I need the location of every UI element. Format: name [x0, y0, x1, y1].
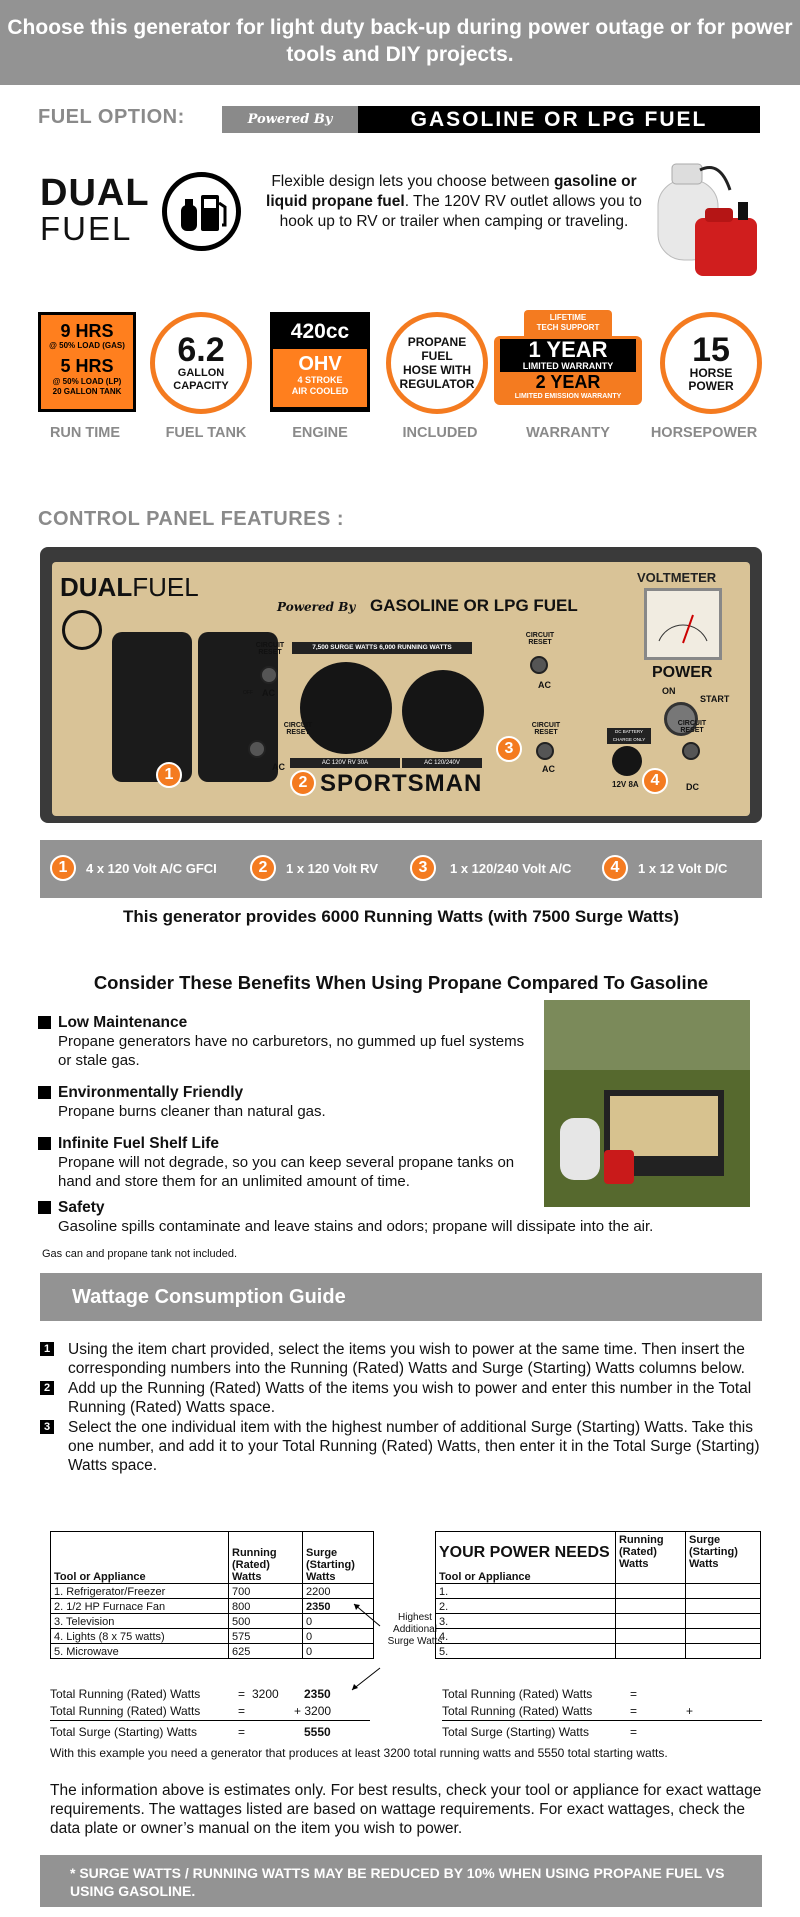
fuel-tanks-icon	[162, 172, 241, 251]
t2-surge-cell[interactable]	[686, 1629, 761, 1644]
benefit-item	[36, 1013, 536, 1070]
output-text-3: 1 x 120/240 Volt A/C	[450, 861, 572, 876]
t2-row-num: 4.	[436, 1629, 616, 1644]
t1-header-run: Running (Rated) Watts	[229, 1532, 303, 1584]
t2-header-tool	[436, 1532, 616, 1584]
output-num-1: 1	[50, 855, 76, 881]
warranty-top1: LIFETIME	[549, 313, 587, 322]
table-row	[51, 1599, 374, 1614]
dc-battery-label: DC BATTERY CHARGE ONLY	[607, 728, 651, 744]
t1-total-row	[50, 1720, 370, 1740]
included-badge	[386, 312, 488, 414]
t1-totals	[50, 1686, 370, 1740]
runtime-badge	[38, 312, 136, 412]
panel-fuel-icon	[62, 610, 102, 650]
warranty-tech-support	[524, 310, 612, 336]
step-text: Select the one individual item with the highest number of additional Surge (Starting) Watts. Take this one number, and add it to your Total Running (Rated) Watts, then enter it in the Total Surge (Starting) Watts space.	[68, 1419, 760, 1474]
t2-row-num: 3.	[436, 1614, 616, 1629]
generator-watts-line: This generator provides 6000 Running Watts (with 7500 Surge Watts)	[122, 907, 680, 926]
wattage-steps	[40, 1340, 762, 1475]
runtime-tank-note: 20 GALLON TANK	[52, 387, 122, 396]
t1-surge: 0	[303, 1644, 374, 1659]
generator-photo	[544, 1000, 750, 1207]
included-line1: PROPANE	[407, 335, 467, 349]
t1-total2-b: + 3200	[294, 1704, 332, 1718]
t2-row-num: 2.	[436, 1599, 616, 1614]
ac-label-2: AC	[272, 762, 285, 772]
t1-surge-highest: 2350	[303, 1599, 374, 1614]
panel-powered-by: Powered By	[277, 600, 356, 614]
power-label: POWER	[652, 664, 713, 681]
benefits-list	[36, 1013, 536, 1204]
highest-surge-note: Highest Additional Surge Watts	[387, 1612, 443, 1647]
step-text: Add up the Running (Rated) Watts of the items you wish to power and enter this number in the Total Running (Rated) Watts space.	[68, 1380, 752, 1416]
t2-surge-cell[interactable]	[686, 1614, 761, 1629]
t1-tool: 5. Microwave	[51, 1644, 229, 1659]
t2-total2-label: Total Running (Rated) Watts	[442, 1704, 593, 1718]
t2-row-num: 1.	[436, 1584, 616, 1599]
panel-fuel-type: GASOLINE OR LPG FUEL	[370, 596, 578, 615]
t1-tool: 1. Refrigerator/Freezer	[51, 1584, 229, 1599]
t1-total2-eq: =	[238, 1704, 246, 1718]
t2-total3-eq: =	[630, 1725, 638, 1739]
spec-label-horsepower: HORSEPOWER	[650, 425, 758, 441]
table-row	[436, 1629, 761, 1644]
fuel-tank-badge	[150, 312, 252, 414]
warranty-year1-sub: LIMITED WARRANTY	[522, 361, 614, 371]
circuit-reset-button-2[interactable]	[248, 740, 266, 758]
t2-surge-cell[interactable]	[686, 1584, 761, 1599]
circuit-reset-button-4[interactable]	[536, 742, 554, 760]
panel-brand-fuel: FUEL	[132, 572, 199, 602]
t2-total2-plus: +	[686, 1704, 694, 1718]
t1-header-surge: Surge (Starting) Watts	[303, 1532, 374, 1584]
warranty-year2: 2 YEAR	[535, 372, 601, 392]
t1-run: 800	[229, 1599, 303, 1614]
table-row	[51, 1584, 374, 1599]
t2-surge-cell[interactable]	[686, 1599, 761, 1614]
benefit-text: Propane burns cleaner than natural gas.	[58, 1103, 326, 1120]
engine-badge	[270, 312, 370, 412]
t2-run-cell[interactable]	[616, 1614, 686, 1629]
circuit-reset-label-4: CIRCUIT RESET	[531, 722, 561, 736]
spec-label-warranty: WARRANTY	[526, 425, 610, 441]
t2-run-cell[interactable]	[616, 1629, 686, 1644]
desc-pre: Flexible design lets you choose between	[271, 173, 554, 190]
panel-brand	[60, 572, 199, 603]
benefit-text: Gasoline spills contaminate and leave stains and odors; propane will dissipate into the air.	[58, 1218, 654, 1235]
panel-callout-4: 4	[642, 768, 668, 794]
t1-run: 500	[229, 1614, 303, 1629]
warranty-year1: 1 YEAR	[528, 337, 608, 362]
circuit-reset-button-5[interactable]	[682, 742, 700, 760]
benefit-head: Environmentally Friendly	[58, 1084, 244, 1101]
t1-surge: 2200	[303, 1584, 374, 1599]
tank-unit1: GALLON	[177, 367, 225, 379]
table-row	[436, 1584, 761, 1599]
step-number: 1	[40, 1342, 54, 1356]
t1-total3-b: 5550	[304, 1725, 331, 1739]
t2-run-cell[interactable]	[616, 1584, 686, 1599]
panel-callout-2: 2	[290, 770, 316, 796]
table-row	[436, 1614, 761, 1629]
propane-tank-and-gas-can-image	[650, 150, 770, 285]
circuit-reset-label-5: CIRCUIT RESET	[677, 720, 707, 734]
t1-total-row	[50, 1703, 370, 1720]
output-text-4: 1 x 12 Volt D/C	[638, 861, 728, 876]
included-line2: FUEL	[421, 349, 453, 363]
engine-sub2: AIR COOLED	[291, 386, 349, 396]
output-num-4: 4	[602, 855, 628, 881]
circuit-reset-label-1: CIRCUIT RESET	[255, 642, 285, 656]
included-line4: REGULATOR	[399, 377, 475, 391]
output-text-1: 4 x 120 Volt A/C GFCI	[86, 861, 217, 876]
wattage-guide-title: Wattage Consumption Guide	[40, 1273, 762, 1321]
t1-run: 625	[229, 1644, 303, 1659]
spec-label-engine: ENGINE	[292, 425, 348, 441]
t1-total3-label: Total Surge (Starting) Watts	[50, 1725, 197, 1739]
powered-by-badge: Powered By	[222, 106, 358, 133]
t2-totals	[442, 1686, 762, 1740]
ac-240-outlet[interactable]	[402, 670, 484, 752]
rv-outlet[interactable]	[300, 662, 392, 754]
warranty-badge	[494, 310, 642, 414]
table-row	[436, 1599, 761, 1614]
benefit-bullet	[38, 1016, 51, 1029]
table-row	[51, 1644, 374, 1659]
ac-240-outlet-label: AC 120/240V	[402, 758, 482, 768]
sportsman-brand: SPORTSMAN	[320, 770, 483, 797]
benefit-head: Infinite Fuel Shelf Life	[58, 1135, 220, 1152]
t1-tool: 3. Television	[51, 1614, 229, 1629]
wattage-step	[40, 1379, 762, 1417]
output-num-3: 3	[410, 855, 436, 881]
benefit-head: Low Maintenance	[58, 1014, 188, 1031]
warranty-top2: TECH SUPPORT	[536, 323, 600, 332]
benefits-title: Consider These Benefits When Using Propane Compared To Gasoline	[93, 972, 709, 993]
t1-total1-b: 2350	[304, 1687, 331, 1701]
t2-total2-eq: =	[630, 1704, 638, 1718]
t1-total1-a: 3200	[252, 1687, 279, 1701]
t2-total-row	[442, 1703, 762, 1720]
not-included-note: Gas can and propane tank not included.	[42, 1248, 238, 1260]
runtime-lp-hours: 5 HRS	[60, 356, 114, 376]
circuit-reset-label-2: CIRCUIT RESET	[283, 722, 313, 736]
t1-run: 575	[229, 1629, 303, 1644]
table-row	[51, 1629, 374, 1644]
t1-surge: 0	[303, 1629, 374, 1644]
control-panel-title: CONTROL PANEL FEATURES :	[38, 508, 345, 530]
t1-surge: 0	[303, 1614, 374, 1629]
circuit-reset-label-3: CIRCUIT RESET	[525, 632, 555, 646]
table-row	[51, 1614, 374, 1629]
surge-watts-strip: 7,500 SURGE WATTS 6,000 RUNNING WATTS	[292, 642, 472, 654]
voltmeter-label: VOLTMETER	[637, 570, 717, 585]
hp-value: 15	[692, 331, 730, 369]
step-text: Using the item chart provided, select the items you wish to power at the same time. Then insert the corresponding numbers into the Running (Rated) Watts and Surge (Starting) Watts columns below.	[68, 1341, 745, 1377]
desc-post: . The 120V RV outlet allows you to hook up to RV or trailer when camping or traveling.	[279, 193, 642, 230]
t2-total3-label: Total Surge (Starting) Watts	[442, 1725, 589, 1739]
fuel-option-label: FUEL OPTION:	[38, 106, 185, 128]
benefit-bullet	[38, 1086, 51, 1099]
your-power-needs-table	[435, 1531, 761, 1659]
warranty-year2-sub: LIMITED EMISSION WARRANTY	[514, 393, 622, 400]
t2-total1-eq: =	[630, 1687, 638, 1701]
t2-total-row	[442, 1686, 762, 1703]
benefit-text: Propane generators have no carburetors, no gummed up fuel systems or stale gas.	[58, 1033, 525, 1069]
hp-line2: POWER	[688, 379, 734, 393]
engine-orange-panel	[273, 349, 367, 407]
step-number: 3	[40, 1420, 54, 1434]
panel-callout-3: 3	[496, 736, 522, 762]
voltmeter-gauge	[644, 588, 722, 660]
t1-run: 700	[229, 1584, 303, 1599]
dc-label: DC	[686, 782, 699, 792]
fuel-type-badge: GASOLINE OR LPG FUEL	[358, 106, 760, 133]
ac-label-3: AC	[538, 680, 551, 690]
tank-value: 6.2	[177, 331, 225, 369]
spec-label-tank: FUEL TANK	[165, 425, 247, 441]
outputs-band	[40, 840, 762, 898]
t1-total2-label: Total Running (Rated) Watts	[50, 1704, 201, 1718]
off-label-1: OFF	[243, 690, 253, 696]
t2-row-num: 5.	[436, 1644, 616, 1659]
t2-run-cell[interactable]	[616, 1644, 686, 1659]
panel-callout-1: 1	[156, 762, 182, 788]
top-banner-text: Choose this generator for light duty back-up during power outage or for power tools and DIY projects.	[7, 16, 793, 66]
benefit-item	[36, 1134, 536, 1191]
t1-header-tool: Tool or Appliance	[51, 1532, 229, 1584]
runtime-gas-hours: 9 HRS	[60, 321, 114, 341]
t1-tool: 4. Lights (8 x 75 watts)	[51, 1629, 229, 1644]
t2-run-cell[interactable]	[616, 1599, 686, 1614]
output-text-2: 1 x 120 Volt RV	[286, 861, 379, 876]
t2-header-run: Running (Rated) Watts	[616, 1532, 686, 1584]
hp-line1: HORSE	[689, 366, 733, 380]
benefit-bullet	[38, 1201, 51, 1214]
ac-label-4: AC	[542, 764, 555, 774]
power-start-label: START	[700, 694, 730, 704]
t1-total1-eq: =	[238, 1687, 246, 1701]
benefit-text: Propane will not degrade, so you can keep several propane tanks on hand and store them for an unlimited amount of time.	[58, 1154, 515, 1190]
runtime-gas-note: @ 50% LOAD (GAS)	[49, 341, 125, 350]
ac-label-1: AC	[262, 688, 275, 698]
benefit-head: Safety	[58, 1199, 105, 1216]
panel-brand-dual: DUAL	[60, 572, 133, 602]
warranty-one-year-box	[500, 339, 636, 372]
t1-total-row	[50, 1686, 370, 1703]
dc-outlet[interactable]	[612, 746, 642, 776]
t2-title: YOUR POWER NEEDS	[439, 1544, 610, 1561]
t2-surge-cell[interactable]	[686, 1644, 761, 1659]
control-panel-face	[52, 562, 750, 816]
spec-label-included: INCLUDED	[402, 425, 478, 441]
engine-sub1: 4 STROKE	[297, 375, 343, 385]
horsepower-badge	[660, 312, 762, 414]
dual-fuel-description	[258, 172, 650, 232]
circuit-reset-button-3[interactable]	[530, 656, 548, 674]
benefit-item	[36, 1083, 536, 1121]
rv-outlet-label: AC 120V RV 30A	[290, 758, 400, 768]
engine-type: OHV	[298, 353, 342, 375]
included-line3: HOSE WITH	[403, 363, 471, 377]
highest-surge-arrows	[340, 1596, 400, 1696]
t2-header-surge: Surge (Starting) Watts	[686, 1532, 761, 1584]
example-wattage-table	[50, 1531, 374, 1659]
table-row	[436, 1644, 761, 1659]
t2-header-tool-label: Tool or Appliance	[439, 1571, 531, 1583]
top-banner	[0, 0, 800, 85]
t2-total1-label: Total Running (Rated) Watts	[442, 1687, 593, 1701]
example-note: With this example you need a generator that produces at least 3200 total running watts and 5550 total starting watts.	[50, 1746, 668, 1760]
power-on-label: ON	[662, 686, 676, 696]
benefit-bullet	[38, 1137, 51, 1150]
output-num-2: 2	[250, 855, 276, 881]
spec-label-runtime: RUN TIME	[49, 425, 121, 441]
step-number: 2	[40, 1381, 54, 1395]
gfci-outlet-cover-left[interactable]	[112, 632, 192, 782]
runtime-lp-note: @ 50% LOAD (LP)	[52, 377, 122, 386]
fuel-logo-text: FUEL	[40, 210, 133, 247]
engine-cc: 420cc	[290, 320, 350, 343]
t1-tool: 2. 1/2 HP Furnace Fan	[51, 1599, 229, 1614]
tank-unit2: CAPACITY	[173, 380, 229, 392]
t2-total-row	[442, 1720, 762, 1740]
wattage-step	[40, 1418, 762, 1475]
propane-reduction-note: * SURGE WATTS / RUNNING WATTS MAY BE REDUCED BY 10% WHEN USING PROPANE FUEL VS USING GASOLINE.	[40, 1855, 762, 1907]
estimates-info: The information above is estimates only. For best results, check your tool or appliance for exact wattage requirements. The wattages listed are based on wattage requirements. For exact wattages, check the data plate or owner’s manual on the item you wish to power.	[50, 1782, 762, 1837]
t1-total1-label: Total Running (Rated) Watts	[50, 1687, 201, 1701]
t1-total3-eq: =	[238, 1725, 246, 1739]
wattage-step	[40, 1340, 762, 1378]
dual-logo-text: DUAL	[40, 172, 150, 214]
dc-outlet-label: 12V 8A	[612, 780, 639, 789]
desc-bold: gasoline or liquid propane fuel	[266, 173, 637, 210]
circuit-reset-button-1[interactable]	[260, 666, 278, 684]
